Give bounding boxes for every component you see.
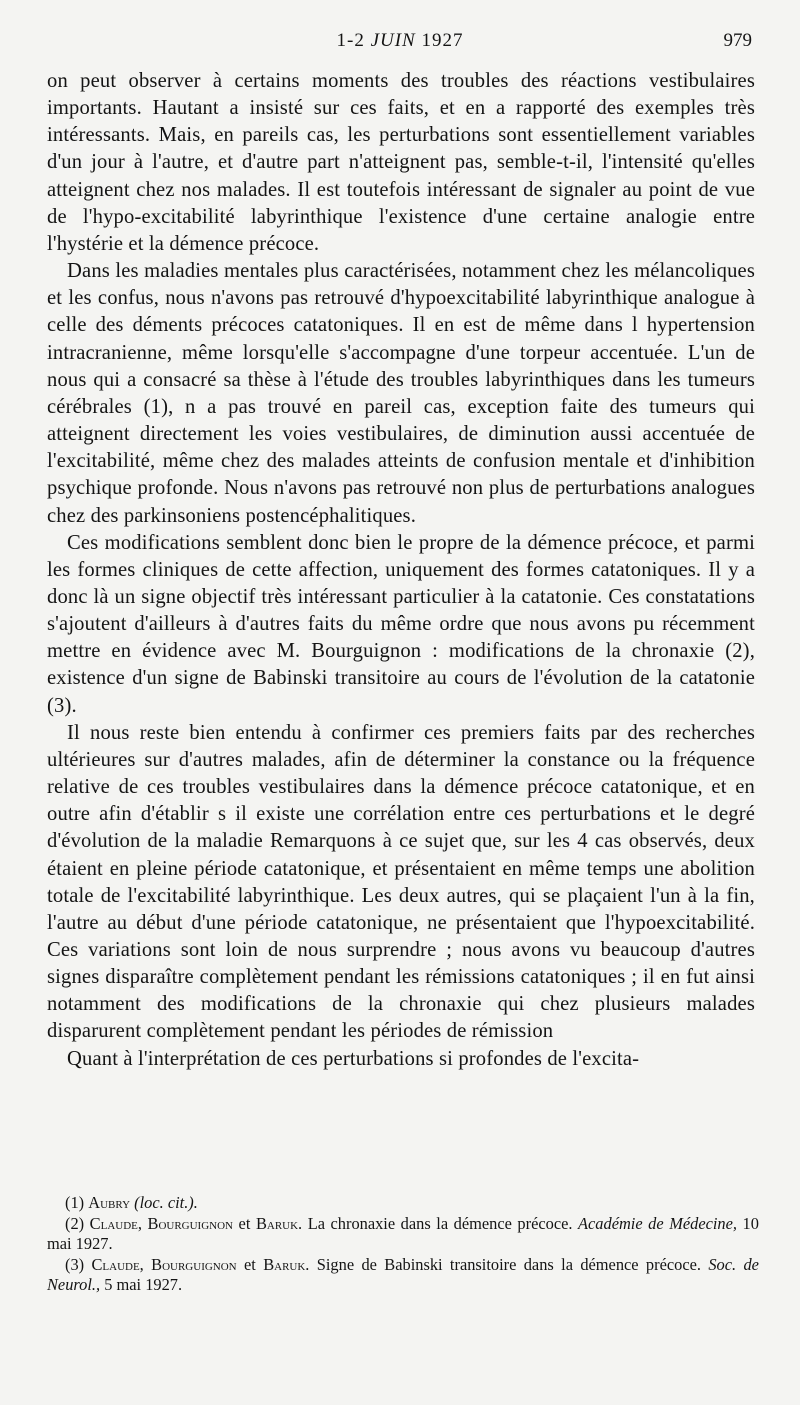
article-body bbox=[47, 68, 755, 1073]
footnote-3 bbox=[47, 1255, 759, 1296]
footnote-date: 5 mai 1927. bbox=[104, 1275, 183, 1294]
issue-year: 1927 bbox=[421, 30, 464, 51]
footnote-date: 10 mai 1927. bbox=[47, 1213, 759, 1253]
paragraph-5: Quant à l'interprétation de ces perturbations si profondes de l'excita- bbox=[67, 1047, 640, 1070]
footnote-number: (1) bbox=[65, 1193, 85, 1212]
footnote-and: et bbox=[238, 1213, 251, 1233]
issue-date bbox=[0, 30, 800, 52]
footnote-authors-2: Baruk. bbox=[255, 1213, 303, 1233]
paragraph-2: Dans les maladies mentales plus caractérisées, notamment chez les mélancoliques et les confus, nous n'avons pas retrouvé d'hypoexcitabilité labyrinthique analogue à celle des déments précoces catatoniques. Il en est de même dans l hypertension intracranienne, même lorsqu'elle s'accompagne d'une torpeur accentuée. L'un de nous qui a consacré sa thèse à l'étude des troubles labyrinthiques dans les tumeurs cérébrales (1), n a pas trouvé en pareil cas, exception faite des tumeurs qui atteignent directement les voies vestibulaires, de diminution aussi accentuée de l'excitabilité, même chez des malades atteints de confusion mentale et d'inhibition psychique profonde. Nous n'avons pas retrouvé non plus de perturbations analogues chez des parkinsoniens postencéphalitiques. bbox=[47, 260, 755, 527]
footnote-and: et bbox=[244, 1254, 256, 1274]
footnotes bbox=[47, 1193, 759, 1296]
footnote-text: Signe de Babinski transitoire dans la démence précoce. bbox=[316, 1254, 701, 1274]
footnote-number: (3) bbox=[65, 1254, 85, 1274]
footnote-1 bbox=[47, 1193, 759, 1214]
page-number: 979 bbox=[723, 30, 752, 51]
footnote-authors-2: Baruk. bbox=[263, 1254, 310, 1274]
paragraph-4: Il nous reste bien entendu à confirmer ces premiers faits par des recherches ultérieures sur d'autres malades, afin de déterminer la constance ou la fréquence relative de ces troubles vestibulaires dans la démence précoce catatonique, et en outre afin d'établir s il existe une corrélation entre ces perturbations et le degré d'évolution de la maladie Remarquons à ce sujet que, sur les 4 cas observés, deux étaient en pleine période catatonique, et présentaient en même temps une abolition totale de l'excitabilité labyrinthique. Les deux autres, qui se plaçaient l'un à la fin, l'autre au début d'une période catatonique, ne présentaient que l'hypoexcitabilité. Ces variations sont loin de nous surprendre ; nous avons vu beaucoup d'autres signes disparaître complètement pendant les rémissions catatoniques ; il en fut ainsi notamment des modifications de la chronaxie qui chez plusieurs malades disparurent complètement pendant les périodes de rémission bbox=[47, 721, 755, 1043]
footnote-authors: Claude, Bourguignon bbox=[89, 1213, 233, 1233]
footnote-text: (loc. cit.). bbox=[134, 1193, 198, 1212]
footnote-journal: Soc. de Neurol., bbox=[47, 1254, 759, 1294]
footnote-authors: Claude, Bourguignon bbox=[91, 1254, 237, 1274]
issue-month: JUIN bbox=[370, 30, 416, 51]
issue-days: 1-2 bbox=[336, 30, 365, 51]
footnote-journal: Académie de Médecine, bbox=[578, 1213, 737, 1233]
paragraph-1: on peut observer à certains moments des troubles des réactions vestibulaires importants. Hautant a insisté sur ces faits, et en a rapporté des exemples très intéressants. Mais, en pareils cas, les perturbations sont essentiellement variables d'un jour à l'autre, et d'autre part n'atteignent pas, semble-t-il, l'intensité qu'elles atteignent chez nos malades. Il est toutefois intéressant de signaler au point de vue de l'hypo-excitabilité labyrinthique l'existence d'une certaine analogie entre l'hystérie et la démence précoce. bbox=[47, 70, 755, 255]
footnote-2 bbox=[47, 1214, 759, 1255]
footnote-number: (2) bbox=[65, 1213, 85, 1233]
running-header bbox=[0, 30, 800, 56]
paragraph-3: Ces modifications semblent donc bien le propre de la démence précoce, et parmi les formes cliniques de cette affection, uniquement des formes catatoniques. Il y a donc là un signe objectif très intéressant particulier à la catatonie. Ces constatations s'ajoutent d'ailleurs à d'autres faits du même ordre que nous avons pu récemment mettre en évidence avec M. Bourguignon : modifications de la chronaxie (2), existence d'un signe de Babinski transitoire au cours de l'évolution de la catatonie (3). bbox=[47, 531, 755, 717]
footnote-text: La chronaxie dans la démence précoce. bbox=[307, 1213, 573, 1233]
footnote-authors: Aubry bbox=[88, 1193, 131, 1212]
